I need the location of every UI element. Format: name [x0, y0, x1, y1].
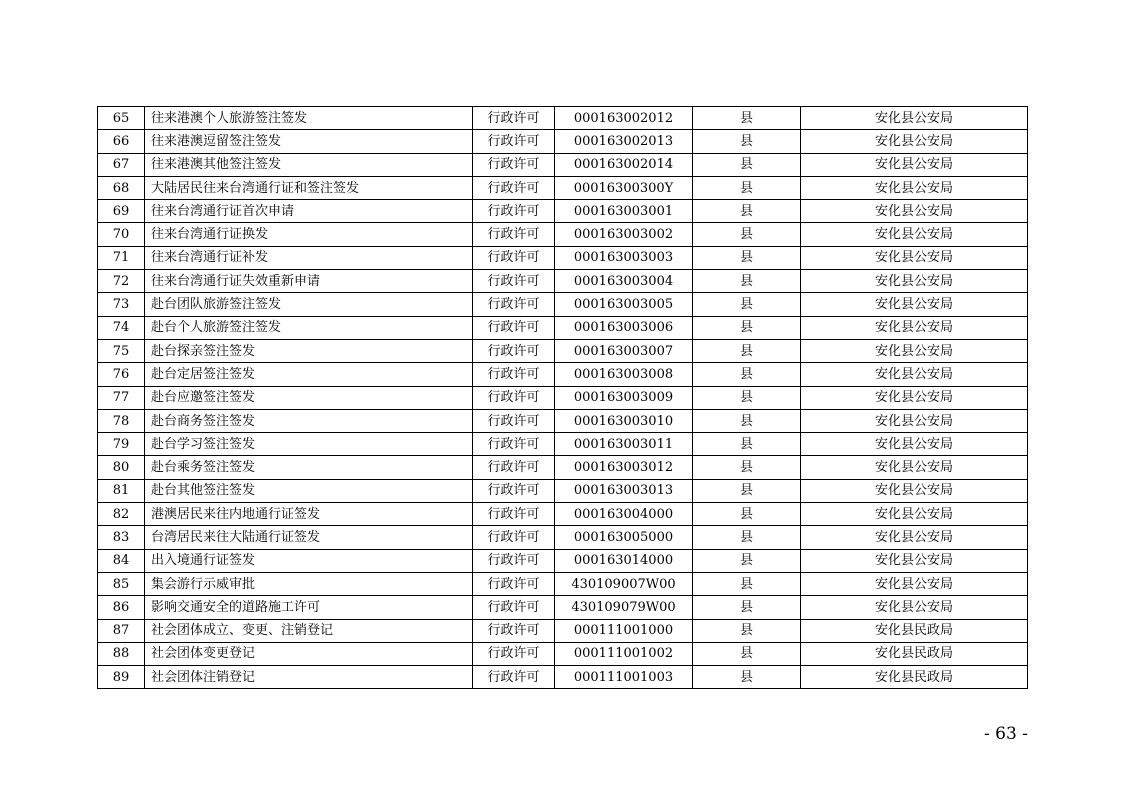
item-department: 安化县公安局	[801, 339, 1028, 362]
item-department: 安化县公安局	[801, 479, 1028, 502]
row-number: 82	[98, 503, 145, 526]
row-number: 72	[98, 270, 145, 293]
item-code: 000163003002	[555, 223, 693, 246]
row-number: 84	[98, 549, 145, 572]
item-code: 430109079W00	[555, 596, 693, 619]
item-level: 县	[693, 619, 801, 642]
item-name: 赴台商务签注签发	[145, 409, 473, 432]
item-name: 集会游行示威审批	[145, 572, 473, 595]
item-name: 港澳居民来往内地通行证签发	[145, 503, 473, 526]
item-level: 县	[693, 386, 801, 409]
item-level: 县	[693, 153, 801, 176]
row-number: 70	[98, 223, 145, 246]
item-code: 000163005000	[555, 526, 693, 549]
table-row	[98, 433, 1028, 456]
table-row	[98, 363, 1028, 386]
item-name: 往来港澳其他签注签发	[145, 153, 473, 176]
item-type: 行政许可	[473, 619, 555, 642]
row-number: 88	[98, 642, 145, 665]
item-type: 行政许可	[473, 176, 555, 199]
item-level: 县	[693, 666, 801, 689]
item-level: 县	[693, 479, 801, 502]
item-type: 行政许可	[473, 526, 555, 549]
item-department: 安化县公安局	[801, 526, 1028, 549]
table-row	[98, 619, 1028, 642]
item-department: 安化县民政局	[801, 666, 1028, 689]
table-row	[98, 479, 1028, 502]
item-level: 县	[693, 433, 801, 456]
item-department: 安化县公安局	[801, 409, 1028, 432]
item-name: 往来台湾通行证换发	[145, 223, 473, 246]
item-department: 安化县公安局	[801, 386, 1028, 409]
row-number: 68	[98, 176, 145, 199]
item-level: 县	[693, 363, 801, 386]
item-type: 行政许可	[473, 386, 555, 409]
row-number: 79	[98, 433, 145, 456]
table-row	[98, 409, 1028, 432]
row-number: 67	[98, 153, 145, 176]
item-name: 赴台团队旅游签注签发	[145, 293, 473, 316]
table-row	[98, 339, 1028, 362]
item-code: 000111001002	[555, 642, 693, 665]
item-code: 000163003001	[555, 200, 693, 223]
item-name: 赴台其他签注签发	[145, 479, 473, 502]
item-department: 安化县公安局	[801, 503, 1028, 526]
table-row	[98, 642, 1028, 665]
table-row	[98, 246, 1028, 269]
item-name: 往来台湾通行证补发	[145, 246, 473, 269]
table-row	[98, 549, 1028, 572]
item-department: 安化县公安局	[801, 107, 1028, 130]
item-department: 安化县公安局	[801, 572, 1028, 595]
item-name: 赴台个人旅游签注签发	[145, 316, 473, 339]
item-name: 赴台乘务签注签发	[145, 456, 473, 479]
item-type: 行政许可	[473, 293, 555, 316]
row-number: 80	[98, 456, 145, 479]
item-code: 000163003009	[555, 386, 693, 409]
row-number: 66	[98, 130, 145, 153]
item-level: 县	[693, 200, 801, 223]
item-name: 往来港澳个人旅游签注签发	[145, 107, 473, 130]
table-row	[98, 526, 1028, 549]
table-row	[98, 107, 1028, 130]
table-row	[98, 153, 1028, 176]
row-number: 69	[98, 200, 145, 223]
table-body	[98, 107, 1028, 689]
item-department: 安化县公安局	[801, 433, 1028, 456]
item-type: 行政许可	[473, 549, 555, 572]
row-number: 73	[98, 293, 145, 316]
item-type: 行政许可	[473, 130, 555, 153]
row-number: 89	[98, 666, 145, 689]
row-number: 77	[98, 386, 145, 409]
item-name: 出入境通行证签发	[145, 549, 473, 572]
item-code: 000163003012	[555, 456, 693, 479]
item-type: 行政许可	[473, 503, 555, 526]
row-number: 86	[98, 596, 145, 619]
item-level: 县	[693, 223, 801, 246]
item-code: 000163003008	[555, 363, 693, 386]
item-level: 县	[693, 246, 801, 269]
items-table	[97, 106, 1028, 689]
item-code: 000163003007	[555, 339, 693, 362]
item-level: 县	[693, 176, 801, 199]
table-row	[98, 200, 1028, 223]
item-department: 安化县公安局	[801, 293, 1028, 316]
table-row	[98, 386, 1028, 409]
row-number: 83	[98, 526, 145, 549]
item-name: 往来港澳逗留签注签发	[145, 130, 473, 153]
item-type: 行政许可	[473, 270, 555, 293]
item-name: 赴台应邀签注签发	[145, 386, 473, 409]
item-code: 000163003005	[555, 293, 693, 316]
item-level: 县	[693, 316, 801, 339]
item-type: 行政许可	[473, 596, 555, 619]
item-type: 行政许可	[473, 153, 555, 176]
item-name: 大陆居民往来台湾通行证和签注签发	[145, 176, 473, 199]
item-level: 县	[693, 270, 801, 293]
item-code: 000163002013	[555, 130, 693, 153]
table-row	[98, 270, 1028, 293]
item-level: 县	[693, 107, 801, 130]
table-row	[98, 176, 1028, 199]
item-type: 行政许可	[473, 409, 555, 432]
table-row	[98, 316, 1028, 339]
item-type: 行政许可	[473, 642, 555, 665]
item-code: 000111001003	[555, 666, 693, 689]
row-number: 81	[98, 479, 145, 502]
item-name: 影响交通安全的道路施工许可	[145, 596, 473, 619]
table-row	[98, 130, 1028, 153]
item-level: 县	[693, 293, 801, 316]
item-code: 000111001000	[555, 619, 693, 642]
item-department: 安化县公安局	[801, 176, 1028, 199]
table-row	[98, 666, 1028, 689]
item-type: 行政许可	[473, 316, 555, 339]
item-department: 安化县民政局	[801, 642, 1028, 665]
item-code: 000163004000	[555, 503, 693, 526]
item-name: 社会团体变更登记	[145, 642, 473, 665]
item-code: 000163003006	[555, 316, 693, 339]
row-number: 76	[98, 363, 145, 386]
item-code: 000163003004	[555, 270, 693, 293]
item-name: 赴台定居签注签发	[145, 363, 473, 386]
item-type: 行政许可	[473, 339, 555, 362]
item-department: 安化县公安局	[801, 596, 1028, 619]
item-code: 000163003003	[555, 246, 693, 269]
item-level: 县	[693, 339, 801, 362]
item-department: 安化县公安局	[801, 363, 1028, 386]
page-number: - 63 -	[984, 724, 1028, 744]
row-number: 71	[98, 246, 145, 269]
item-type: 行政许可	[473, 246, 555, 269]
item-name: 台湾居民来往大陆通行证签发	[145, 526, 473, 549]
item-code: 430109007W00	[555, 572, 693, 595]
item-type: 行政许可	[473, 572, 555, 595]
item-name: 赴台学习签注签发	[145, 433, 473, 456]
item-name: 赴台探亲签注签发	[145, 339, 473, 362]
item-department: 安化县公安局	[801, 246, 1028, 269]
row-number: 87	[98, 619, 145, 642]
item-code: 000163014000	[555, 549, 693, 572]
item-name: 社会团体成立、变更、注销登记	[145, 619, 473, 642]
table-row	[98, 293, 1028, 316]
item-type: 行政许可	[473, 107, 555, 130]
item-type: 行政许可	[473, 223, 555, 246]
item-code: 000163002012	[555, 107, 693, 130]
item-level: 县	[693, 549, 801, 572]
item-name: 往来台湾通行证首次申请	[145, 200, 473, 223]
item-level: 县	[693, 526, 801, 549]
item-type: 行政许可	[473, 433, 555, 456]
item-department: 安化县公安局	[801, 316, 1028, 339]
row-number: 75	[98, 339, 145, 362]
item-level: 县	[693, 503, 801, 526]
row-number: 85	[98, 572, 145, 595]
item-type: 行政许可	[473, 479, 555, 502]
item-level: 县	[693, 572, 801, 595]
item-type: 行政许可	[473, 666, 555, 689]
item-name: 往来台湾通行证失效重新申请	[145, 270, 473, 293]
item-code: 000163003010	[555, 409, 693, 432]
item-department: 安化县公安局	[801, 270, 1028, 293]
row-number: 78	[98, 409, 145, 432]
item-level: 县	[693, 409, 801, 432]
table-row	[98, 596, 1028, 619]
table-row	[98, 223, 1028, 246]
table-row	[98, 456, 1028, 479]
item-department: 安化县公安局	[801, 130, 1028, 153]
item-code: 000163003011	[555, 433, 693, 456]
item-level: 县	[693, 642, 801, 665]
item-name: 社会团体注销登记	[145, 666, 473, 689]
item-code: 000163003013	[555, 479, 693, 502]
table-row	[98, 503, 1028, 526]
item-department: 安化县公安局	[801, 153, 1028, 176]
row-number: 65	[98, 107, 145, 130]
item-department: 安化县民政局	[801, 619, 1028, 642]
item-department: 安化县公安局	[801, 200, 1028, 223]
item-department: 安化县公安局	[801, 456, 1028, 479]
item-code: 00016300300Y	[555, 176, 693, 199]
item-type: 行政许可	[473, 363, 555, 386]
item-code: 000163002014	[555, 153, 693, 176]
item-level: 县	[693, 596, 801, 619]
item-department: 安化县公安局	[801, 549, 1028, 572]
item-level: 县	[693, 456, 801, 479]
item-department: 安化县公安局	[801, 223, 1028, 246]
table-row	[98, 572, 1028, 595]
item-type: 行政许可	[473, 456, 555, 479]
item-level: 县	[693, 130, 801, 153]
item-type: 行政许可	[473, 200, 555, 223]
row-number: 74	[98, 316, 145, 339]
